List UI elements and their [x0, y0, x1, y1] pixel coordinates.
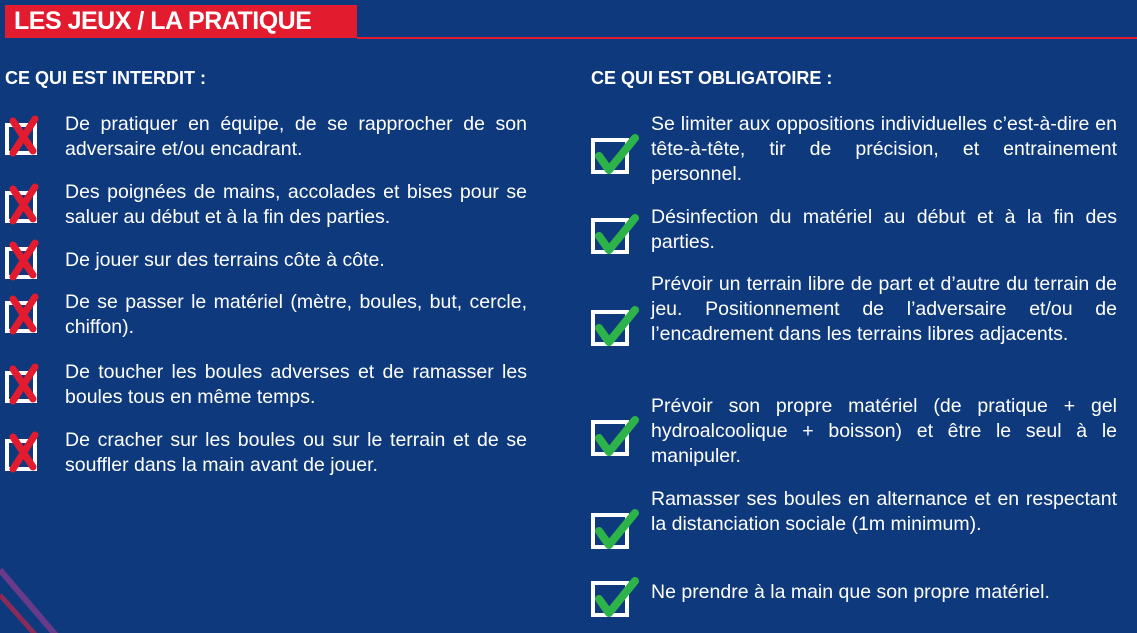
mandatory-item: Ne prendre à la main que son propre matériel. — [651, 581, 1050, 603]
check-box-icon — [591, 218, 629, 254]
mandatory-item: Prévoir son propre matériel (de pratique + gel hydroalcoolique + boisson) et être le seul à le manipuler. — [651, 395, 1117, 467]
forbidden-item: De cracher sur les boules ou sur le terrain et de se souffler dans la main avant de jouer. — [65, 429, 527, 476]
mandatory-item: Se limiter aux oppositions individuelles c’est-à-dire en tête-à-tête, tir de précision, et entrainement personnel. — [651, 113, 1117, 185]
cross-box-icon — [5, 371, 37, 403]
divider — [357, 37, 1137, 39]
mandatory-heading: CE QUI EST OBLIGATOIRE : — [591, 68, 833, 88]
cross-box-icon — [5, 247, 37, 279]
mandatory-item: Ramasser ses boules en alternance et en respectant la distanciation sociale (1m minimum). — [651, 488, 1117, 535]
check-box-icon — [591, 513, 629, 549]
mandatory-item: Prévoir un terrain libre de part et d’autre du terrain de jeu. Positionnement de l’adversaire et/ou de l’encadrement dans les terrains libres adjacents. — [651, 273, 1117, 345]
cross-box-icon — [5, 191, 37, 223]
check-box-icon — [591, 310, 629, 346]
forbidden-item: De jouer sur des terrains côte à côte. — [65, 249, 385, 271]
forbidden-item: De se passer le matériel (mètre, boules, but, cercle, chiffon). — [65, 291, 527, 338]
page-title: LES JEUX / LA PRATIQUE — [14, 7, 312, 35]
forbidden-heading: CE QUI EST INTERDIT : — [5, 68, 207, 88]
check-box-icon — [591, 138, 629, 174]
mandatory-item: Désinfection du matériel au début et à la fin des parties. — [651, 206, 1117, 253]
forbidden-item: De toucher les boules adverses et de ramasser les boules tous en même temps. — [65, 361, 527, 408]
check-box-icon — [591, 420, 629, 456]
forbidden-item: De pratiquer en équipe, de se rapprocher de son adversaire et/ou encadrant. — [65, 113, 527, 160]
title-banner — [5, 5, 357, 38]
cross-box-icon — [5, 439, 37, 471]
decorative-stripes — [0, 560, 80, 633]
cross-box-icon — [5, 301, 37, 333]
forbidden-item: Des poignées de mains, accolades et bises pour se saluer au début et à la fin des parties. — [65, 181, 527, 228]
cross-box-icon — [5, 123, 37, 155]
check-box-icon — [591, 581, 629, 617]
